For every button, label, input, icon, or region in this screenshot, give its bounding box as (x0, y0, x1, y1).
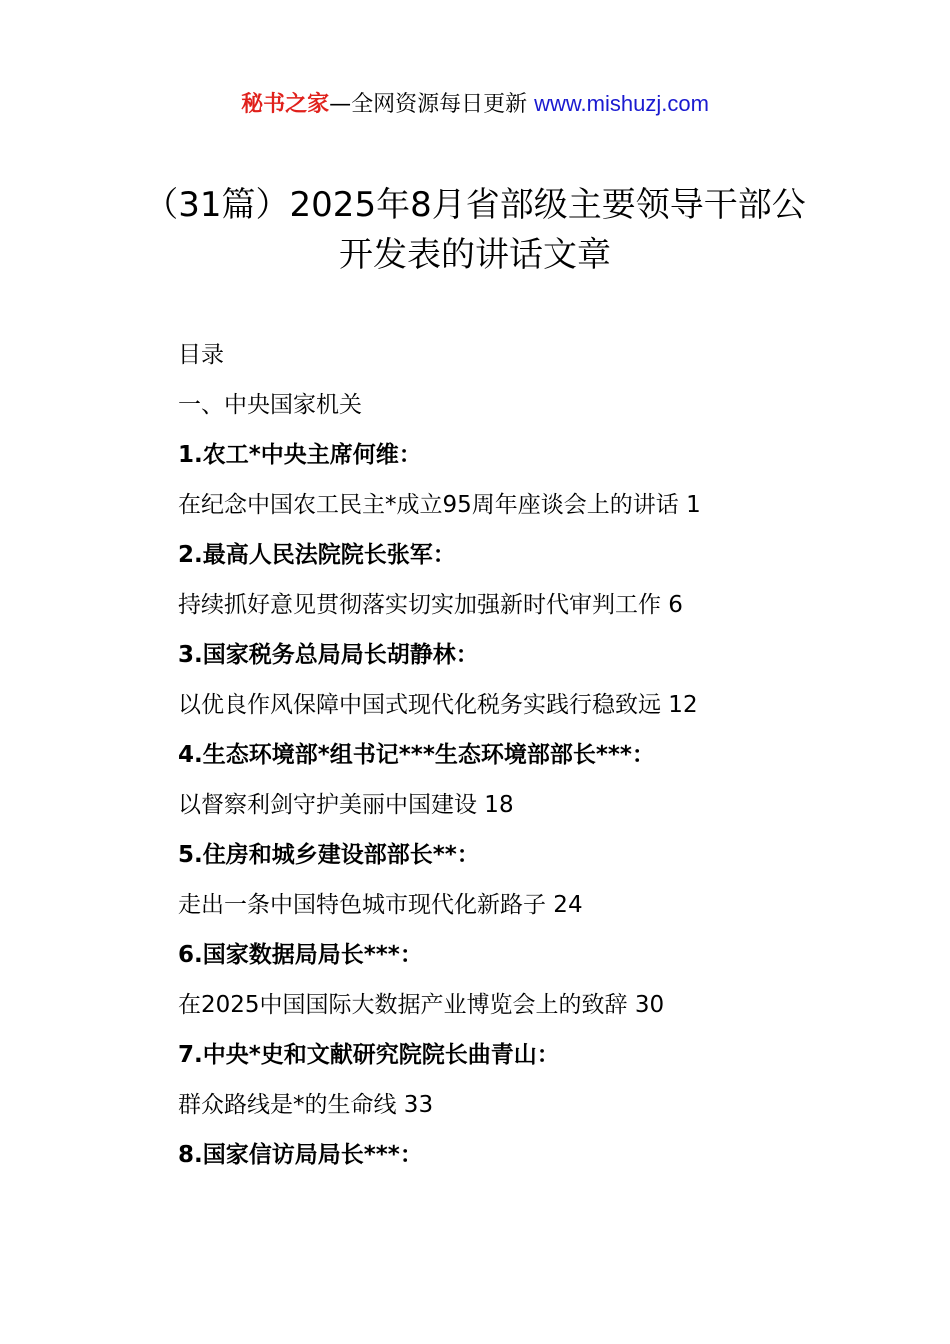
toc-entry-author: 8.国家信访局局长***： (178, 1142, 423, 1168)
toc-section-heading: 一、中央国家机关 (178, 392, 362, 418)
toc-entry-author: 1.农工*中央主席何维： (178, 442, 422, 468)
toc-entry-title[interactable]: 走出一条中国特色城市现代化新路子 24 (178, 892, 583, 918)
toc-entry-title[interactable]: 在纪念中国农工民主*成立95周年座谈会上的讲话 1 (178, 492, 701, 518)
toc-entry-author: 6.国家数据局局长***： (178, 942, 423, 968)
toc-entry-author: 5.住房和城乡建设部部长**： (178, 842, 480, 868)
header-slogan: —全网资源每日更新 (329, 92, 535, 117)
toc-entry-title[interactable]: 以督察利剑守护美丽中国建设 18 (178, 792, 514, 818)
site-header (0, 88, 950, 121)
toc-entry-author: 2.最高人民法院院长张军： (178, 542, 456, 568)
title-line-1: （31篇）2025年8月省部级主要领导干部公 (144, 185, 806, 225)
document-title (95, 180, 855, 280)
toc-entry-author: 3.国家税务总局局长胡静林： (178, 642, 479, 668)
toc-entry-author: 4.生态环境部*组书记***生态环境部部长***： (178, 742, 655, 768)
title-line-2: 开发表的讲话文章 (339, 235, 611, 275)
site-url-link[interactable]: www.mishuzj.com (534, 91, 709, 116)
toc-entry-title[interactable]: 群众路线是*的生命线 33 (178, 1092, 434, 1118)
toc-entry-title[interactable]: 持续抓好意见贯彻落实切实加强新时代审判工作 6 (178, 592, 683, 618)
brand-name: 秘书之家 (241, 92, 330, 117)
table-of-contents (178, 336, 898, 1186)
toc-entry-title[interactable]: 以优良作风保障中国式现代化税务实践行稳致远 12 (178, 692, 698, 718)
toc-entry-author: 7.中央*史和文献研究院院长曲青山： (178, 1042, 560, 1068)
toc-heading: 目录 (178, 342, 224, 368)
toc-entry-title[interactable]: 在2025中国国际大数据产业博览会上的致辞 30 (178, 992, 665, 1018)
